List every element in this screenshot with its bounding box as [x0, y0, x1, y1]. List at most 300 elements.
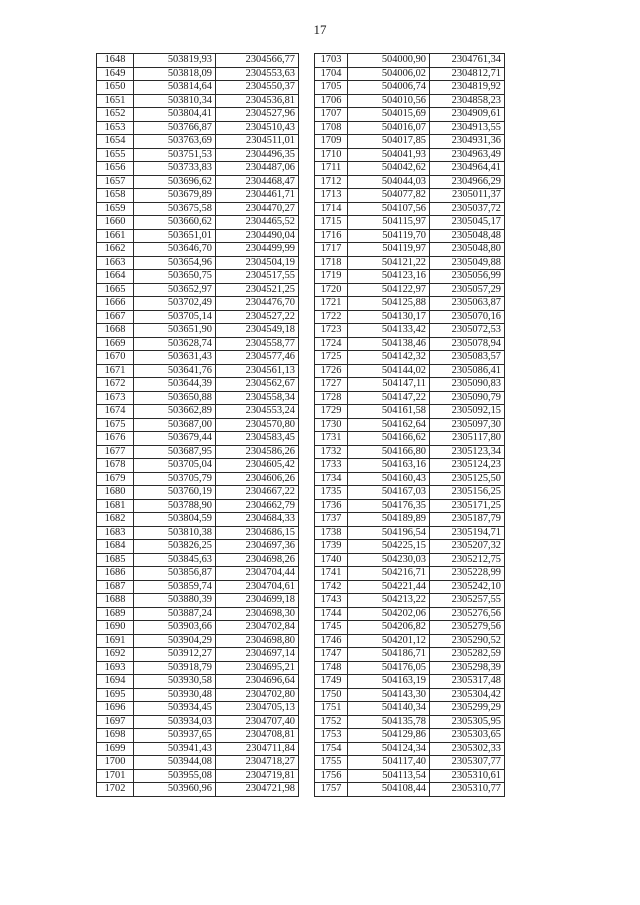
x-coordinate-cell: 504163,19 — [348, 675, 430, 689]
point-number-cell: 1681 — [97, 499, 134, 513]
table-row — [315, 391, 505, 405]
x-coordinate-cell: 504147,22 — [348, 391, 430, 405]
y-coordinate-cell: 2305282,59 — [430, 648, 505, 662]
table-row — [97, 648, 299, 662]
point-number-cell: 1665 — [97, 283, 134, 297]
y-coordinate-cell: 2304698,30 — [216, 607, 299, 621]
y-coordinate-cell: 2305049,88 — [430, 256, 505, 270]
point-number-cell: 1752 — [315, 715, 348, 729]
point-number-cell: 1728 — [315, 391, 348, 405]
y-coordinate-cell: 2304536,81 — [216, 94, 299, 108]
table-row — [315, 459, 505, 473]
table-row — [97, 621, 299, 635]
y-coordinate-cell: 2305086,41 — [430, 364, 505, 378]
table-row — [97, 189, 299, 203]
table-row — [315, 445, 505, 459]
table-row — [315, 243, 505, 257]
x-coordinate-cell: 503641,76 — [134, 364, 216, 378]
point-number-cell: 1727 — [315, 378, 348, 392]
y-coordinate-cell: 2305083,57 — [430, 351, 505, 365]
point-number-cell: 1744 — [315, 607, 348, 621]
table-row — [315, 526, 505, 540]
point-number-cell: 1738 — [315, 526, 348, 540]
y-coordinate-cell: 2305117,80 — [430, 432, 505, 446]
x-coordinate-cell: 503654,96 — [134, 256, 216, 270]
x-coordinate-cell: 503856,87 — [134, 567, 216, 581]
x-coordinate-cell: 504016,07 — [348, 121, 430, 135]
point-number-cell: 1654 — [97, 135, 134, 149]
point-number-cell: 1659 — [97, 202, 134, 216]
table-row — [315, 486, 505, 500]
y-coordinate-cell: 2304964,41 — [430, 162, 505, 176]
table-row — [315, 229, 505, 243]
point-number-cell: 1679 — [97, 472, 134, 486]
x-coordinate-cell: 503941,43 — [134, 742, 216, 756]
x-coordinate-cell: 504162,64 — [348, 418, 430, 432]
x-coordinate-cell: 504119,70 — [348, 229, 430, 243]
y-coordinate-cell: 2304699,18 — [216, 594, 299, 608]
x-coordinate-cell: 503662,89 — [134, 405, 216, 419]
x-coordinate-cell: 504166,62 — [348, 432, 430, 446]
point-number-cell: 1745 — [315, 621, 348, 635]
y-coordinate-cell: 2304718,27 — [216, 756, 299, 770]
x-coordinate-cell: 503818,09 — [134, 67, 216, 81]
y-coordinate-cell: 2305302,33 — [430, 742, 505, 756]
x-coordinate-cell: 504144,02 — [348, 364, 430, 378]
table-row — [315, 175, 505, 189]
y-coordinate-cell: 2304819,92 — [430, 81, 505, 95]
x-coordinate-cell: 504186,71 — [348, 648, 430, 662]
x-coordinate-cell: 503826,25 — [134, 540, 216, 554]
x-coordinate-cell: 503804,41 — [134, 108, 216, 122]
table-row — [315, 405, 505, 419]
point-number-cell: 1662 — [97, 243, 134, 257]
table-row — [97, 783, 299, 797]
table-row — [97, 67, 299, 81]
y-coordinate-cell: 2304605,42 — [216, 459, 299, 473]
point-number-cell: 1669 — [97, 337, 134, 351]
y-coordinate-cell: 2304667,22 — [216, 486, 299, 500]
table-row — [315, 553, 505, 567]
x-coordinate-cell: 503705,14 — [134, 310, 216, 324]
table-row — [97, 202, 299, 216]
x-coordinate-cell: 504196,54 — [348, 526, 430, 540]
x-coordinate-cell: 503705,79 — [134, 472, 216, 486]
point-number-cell: 1691 — [97, 634, 134, 648]
y-coordinate-cell: 2304517,55 — [216, 270, 299, 284]
y-coordinate-cell: 2304465,52 — [216, 216, 299, 230]
table-row — [97, 688, 299, 702]
point-number-cell: 1661 — [97, 229, 134, 243]
x-coordinate-cell: 503960,96 — [134, 783, 216, 797]
y-coordinate-cell: 2305276,56 — [430, 607, 505, 621]
x-coordinate-cell: 503904,29 — [134, 634, 216, 648]
x-coordinate-cell: 504130,17 — [348, 310, 430, 324]
x-coordinate-cell: 504225,15 — [348, 540, 430, 554]
y-coordinate-cell: 2305304,42 — [430, 688, 505, 702]
table-row — [97, 513, 299, 527]
table-row — [315, 378, 505, 392]
point-number-cell: 1709 — [315, 135, 348, 149]
table-row — [97, 729, 299, 743]
y-coordinate-cell: 2304487,06 — [216, 162, 299, 176]
x-coordinate-cell: 503646,70 — [134, 243, 216, 257]
point-number-cell: 1692 — [97, 648, 134, 662]
x-coordinate-cell: 503955,08 — [134, 769, 216, 783]
table-row — [97, 108, 299, 122]
table-row — [97, 553, 299, 567]
table-row — [97, 324, 299, 338]
x-coordinate-cell: 504077,82 — [348, 189, 430, 203]
y-coordinate-cell: 2304586,26 — [216, 445, 299, 459]
point-number-cell: 1731 — [315, 432, 348, 446]
table-row — [97, 337, 299, 351]
y-coordinate-cell: 2305242,10 — [430, 580, 505, 594]
x-coordinate-cell: 503934,45 — [134, 702, 216, 716]
point-number-cell: 1754 — [315, 742, 348, 756]
y-coordinate-cell: 2304550,37 — [216, 81, 299, 95]
point-number-cell: 1701 — [97, 769, 134, 783]
x-coordinate-cell: 503675,58 — [134, 202, 216, 216]
x-coordinate-cell: 503651,90 — [134, 324, 216, 338]
x-coordinate-cell: 504000,90 — [348, 54, 430, 68]
point-number-cell: 1748 — [315, 661, 348, 675]
point-number-cell: 1741 — [315, 567, 348, 581]
y-coordinate-cell: 2304470,27 — [216, 202, 299, 216]
table-row — [97, 675, 299, 689]
x-coordinate-cell: 504123,16 — [348, 270, 430, 284]
point-number-cell: 1696 — [97, 702, 134, 716]
x-coordinate-cell: 503859,74 — [134, 580, 216, 594]
y-coordinate-cell: 2304698,80 — [216, 634, 299, 648]
y-coordinate-cell: 2304858,23 — [430, 94, 505, 108]
table-row — [97, 499, 299, 513]
point-number-cell: 1699 — [97, 742, 134, 756]
x-coordinate-cell: 503679,44 — [134, 432, 216, 446]
x-coordinate-cell: 503687,95 — [134, 445, 216, 459]
x-coordinate-cell: 503702,49 — [134, 297, 216, 311]
x-coordinate-cell: 503788,90 — [134, 499, 216, 513]
table-row — [97, 216, 299, 230]
y-coordinate-cell: 2305194,71 — [430, 526, 505, 540]
y-coordinate-cell: 2305310,77 — [430, 783, 505, 797]
y-coordinate-cell: 2305092,15 — [430, 405, 505, 419]
y-coordinate-cell: 2304705,13 — [216, 702, 299, 716]
x-coordinate-cell: 504143,30 — [348, 688, 430, 702]
x-coordinate-cell: 503679,89 — [134, 189, 216, 203]
point-number-cell: 1729 — [315, 405, 348, 419]
y-coordinate-cell: 2305257,55 — [430, 594, 505, 608]
point-number-cell: 1749 — [315, 675, 348, 689]
table-row — [315, 202, 505, 216]
y-coordinate-cell: 2304913,55 — [430, 121, 505, 135]
table-row — [315, 594, 505, 608]
table-row — [315, 148, 505, 162]
y-coordinate-cell: 2304702,84 — [216, 621, 299, 635]
table-row — [97, 81, 299, 95]
table-row — [97, 702, 299, 716]
y-coordinate-cell: 2304704,61 — [216, 580, 299, 594]
point-number-cell: 1755 — [315, 756, 348, 770]
y-coordinate-cell: 2304510,43 — [216, 121, 299, 135]
point-number-cell: 1737 — [315, 513, 348, 527]
x-coordinate-cell: 504142,32 — [348, 351, 430, 365]
y-coordinate-cell: 2304561,13 — [216, 364, 299, 378]
x-coordinate-cell: 503631,43 — [134, 351, 216, 365]
table-row — [315, 580, 505, 594]
y-coordinate-cell: 2304558,77 — [216, 337, 299, 351]
point-number-cell: 1670 — [97, 351, 134, 365]
table-row — [97, 270, 299, 284]
y-coordinate-cell: 2304721,98 — [216, 783, 299, 797]
table-row — [315, 418, 505, 432]
y-coordinate-cell: 2304527,96 — [216, 108, 299, 122]
x-coordinate-cell: 503687,00 — [134, 418, 216, 432]
table-row — [315, 729, 505, 743]
y-coordinate-cell: 2305057,29 — [430, 283, 505, 297]
table-row — [315, 432, 505, 446]
y-coordinate-cell: 2304711,84 — [216, 742, 299, 756]
point-number-cell: 1726 — [315, 364, 348, 378]
table-row — [97, 405, 299, 419]
table-row — [97, 121, 299, 135]
point-number-cell: 1704 — [315, 67, 348, 81]
point-number-cell: 1649 — [97, 67, 134, 81]
point-number-cell: 1693 — [97, 661, 134, 675]
y-coordinate-cell: 2305090,83 — [430, 378, 505, 392]
y-coordinate-cell: 2304662,79 — [216, 499, 299, 513]
y-coordinate-cell: 2305207,32 — [430, 540, 505, 554]
point-number-cell: 1677 — [97, 445, 134, 459]
table-row — [315, 270, 505, 284]
table-row — [97, 256, 299, 270]
x-coordinate-cell: 503937,65 — [134, 729, 216, 743]
table-row — [315, 675, 505, 689]
point-number-cell: 1711 — [315, 162, 348, 176]
point-number-cell: 1705 — [315, 81, 348, 95]
x-coordinate-cell: 504221,44 — [348, 580, 430, 594]
y-coordinate-cell: 2304496,35 — [216, 148, 299, 162]
point-number-cell: 1658 — [97, 189, 134, 203]
y-coordinate-cell: 2304702,80 — [216, 688, 299, 702]
table-row — [315, 472, 505, 486]
y-coordinate-cell: 2305124,23 — [430, 459, 505, 473]
point-number-cell: 1663 — [97, 256, 134, 270]
table-row — [315, 688, 505, 702]
point-number-cell: 1678 — [97, 459, 134, 473]
x-coordinate-cell: 503733,83 — [134, 162, 216, 176]
x-coordinate-cell: 503651,01 — [134, 229, 216, 243]
table-row — [315, 783, 505, 797]
y-coordinate-cell: 2305303,65 — [430, 729, 505, 743]
point-number-cell: 1733 — [315, 459, 348, 473]
point-number-cell: 1689 — [97, 607, 134, 621]
x-coordinate-cell: 503660,62 — [134, 216, 216, 230]
x-coordinate-cell: 504161,58 — [348, 405, 430, 419]
point-number-cell: 1724 — [315, 337, 348, 351]
table-row — [315, 769, 505, 783]
y-coordinate-cell: 2305097,30 — [430, 418, 505, 432]
x-coordinate-cell: 504140,34 — [348, 702, 430, 716]
y-coordinate-cell: 2304704,44 — [216, 567, 299, 581]
table-row — [97, 445, 299, 459]
point-number-cell: 1707 — [315, 108, 348, 122]
y-coordinate-cell: 2304504,19 — [216, 256, 299, 270]
y-coordinate-cell: 2305056,99 — [430, 270, 505, 284]
table-row — [315, 567, 505, 581]
x-coordinate-cell: 503760,19 — [134, 486, 216, 500]
y-coordinate-cell: 2304521,25 — [216, 283, 299, 297]
point-number-cell: 1667 — [97, 310, 134, 324]
point-number-cell: 1706 — [315, 94, 348, 108]
y-coordinate-cell: 2305048,80 — [430, 243, 505, 257]
x-coordinate-cell: 503644,39 — [134, 378, 216, 392]
x-coordinate-cell: 504042,62 — [348, 162, 430, 176]
y-coordinate-cell: 2305299,29 — [430, 702, 505, 716]
table-row — [97, 594, 299, 608]
y-coordinate-cell: 2304577,46 — [216, 351, 299, 365]
x-coordinate-cell: 504216,71 — [348, 567, 430, 581]
y-coordinate-cell: 2305307,77 — [430, 756, 505, 770]
point-number-cell: 1672 — [97, 378, 134, 392]
x-coordinate-cell: 504006,74 — [348, 81, 430, 95]
x-coordinate-cell: 504117,40 — [348, 756, 430, 770]
y-coordinate-cell: 2305317,48 — [430, 675, 505, 689]
y-coordinate-cell: 2304558,34 — [216, 391, 299, 405]
y-coordinate-cell: 2305072,53 — [430, 324, 505, 338]
table-row — [97, 162, 299, 176]
y-coordinate-cell: 2304570,80 — [216, 418, 299, 432]
y-coordinate-cell: 2304963,49 — [430, 148, 505, 162]
y-coordinate-cell: 2305156,25 — [430, 486, 505, 500]
page-number: 17 — [313, 22, 327, 37]
point-number-cell: 1673 — [97, 391, 134, 405]
point-number-cell: 1648 — [97, 54, 134, 68]
x-coordinate-cell: 503628,74 — [134, 337, 216, 351]
point-number-cell: 1747 — [315, 648, 348, 662]
point-number-cell: 1722 — [315, 310, 348, 324]
x-coordinate-cell: 504189,89 — [348, 513, 430, 527]
point-number-cell: 1675 — [97, 418, 134, 432]
y-coordinate-cell: 2304696,64 — [216, 675, 299, 689]
table-row — [97, 769, 299, 783]
point-number-cell: 1674 — [97, 405, 134, 419]
y-coordinate-cell: 2305187,79 — [430, 513, 505, 527]
table-row — [315, 621, 505, 635]
table-row — [97, 351, 299, 365]
y-coordinate-cell: 2305212,75 — [430, 553, 505, 567]
x-coordinate-cell: 504166,80 — [348, 445, 430, 459]
x-coordinate-cell: 504044,03 — [348, 175, 430, 189]
y-coordinate-cell: 2305063,87 — [430, 297, 505, 311]
y-coordinate-cell: 2304553,24 — [216, 405, 299, 419]
point-number-cell: 1688 — [97, 594, 134, 608]
x-coordinate-cell: 504129,86 — [348, 729, 430, 743]
table-row — [97, 175, 299, 189]
x-coordinate-cell: 504108,44 — [348, 783, 430, 797]
x-coordinate-cell: 503751,53 — [134, 148, 216, 162]
point-number-cell: 1756 — [315, 769, 348, 783]
table-row — [97, 607, 299, 621]
x-coordinate-cell: 503766,87 — [134, 121, 216, 135]
table-row — [315, 742, 505, 756]
point-number-cell: 1650 — [97, 81, 134, 95]
table-row — [315, 324, 505, 338]
x-coordinate-cell: 503814,64 — [134, 81, 216, 95]
y-coordinate-cell: 2305123,34 — [430, 445, 505, 459]
y-coordinate-cell: 2304553,63 — [216, 67, 299, 81]
x-coordinate-cell: 504115,97 — [348, 216, 430, 230]
table-row — [97, 418, 299, 432]
point-number-cell: 1698 — [97, 729, 134, 743]
y-coordinate-cell: 2304527,22 — [216, 310, 299, 324]
table-row — [315, 499, 505, 513]
x-coordinate-cell: 503804,59 — [134, 513, 216, 527]
x-coordinate-cell: 504121,22 — [348, 256, 430, 270]
table-row — [315, 256, 505, 270]
y-coordinate-cell: 2304698,26 — [216, 553, 299, 567]
point-number-cell: 1651 — [97, 94, 134, 108]
x-coordinate-cell: 504122,97 — [348, 283, 430, 297]
x-coordinate-cell: 504015,69 — [348, 108, 430, 122]
point-number-cell: 1655 — [97, 148, 134, 162]
point-number-cell: 1683 — [97, 526, 134, 540]
table-row — [315, 661, 505, 675]
point-number-cell: 1687 — [97, 580, 134, 594]
point-number-cell: 1664 — [97, 270, 134, 284]
table-row — [315, 67, 505, 81]
point-number-cell: 1680 — [97, 486, 134, 500]
x-coordinate-cell: 503903,66 — [134, 621, 216, 635]
y-coordinate-cell: 2304697,14 — [216, 648, 299, 662]
point-number-cell: 1751 — [315, 702, 348, 716]
point-number-cell: 1735 — [315, 486, 348, 500]
point-number-cell: 1652 — [97, 108, 134, 122]
y-coordinate-cell: 2304909,61 — [430, 108, 505, 122]
table-row — [97, 54, 299, 68]
y-coordinate-cell: 2304549,18 — [216, 324, 299, 338]
y-coordinate-cell: 2305305,95 — [430, 715, 505, 729]
y-coordinate-cell: 2304606,26 — [216, 472, 299, 486]
table-row — [97, 634, 299, 648]
table-row — [315, 135, 505, 149]
y-coordinate-cell: 2305048,48 — [430, 229, 505, 243]
table-row — [97, 283, 299, 297]
table-row — [315, 513, 505, 527]
point-number-cell: 1753 — [315, 729, 348, 743]
x-coordinate-cell: 503705,04 — [134, 459, 216, 473]
point-number-cell: 1721 — [315, 297, 348, 311]
y-coordinate-cell: 2304707,40 — [216, 715, 299, 729]
y-coordinate-cell: 2305228,99 — [430, 567, 505, 581]
x-coordinate-cell: 504113,54 — [348, 769, 430, 783]
point-number-cell: 1660 — [97, 216, 134, 230]
point-number-cell: 1708 — [315, 121, 348, 135]
point-number-cell: 1742 — [315, 580, 348, 594]
point-number-cell: 1712 — [315, 175, 348, 189]
x-coordinate-cell: 503810,38 — [134, 526, 216, 540]
x-coordinate-cell: 504135,78 — [348, 715, 430, 729]
point-number-cell: 1682 — [97, 513, 134, 527]
y-coordinate-cell: 2305171,25 — [430, 499, 505, 513]
x-coordinate-cell: 503934,03 — [134, 715, 216, 729]
x-coordinate-cell: 503650,75 — [134, 270, 216, 284]
x-coordinate-cell: 503810,34 — [134, 94, 216, 108]
x-coordinate-cell: 503819,93 — [134, 54, 216, 68]
point-number-cell: 1657 — [97, 175, 134, 189]
y-coordinate-cell: 2305090,79 — [430, 391, 505, 405]
y-coordinate-cell: 2305125,50 — [430, 472, 505, 486]
